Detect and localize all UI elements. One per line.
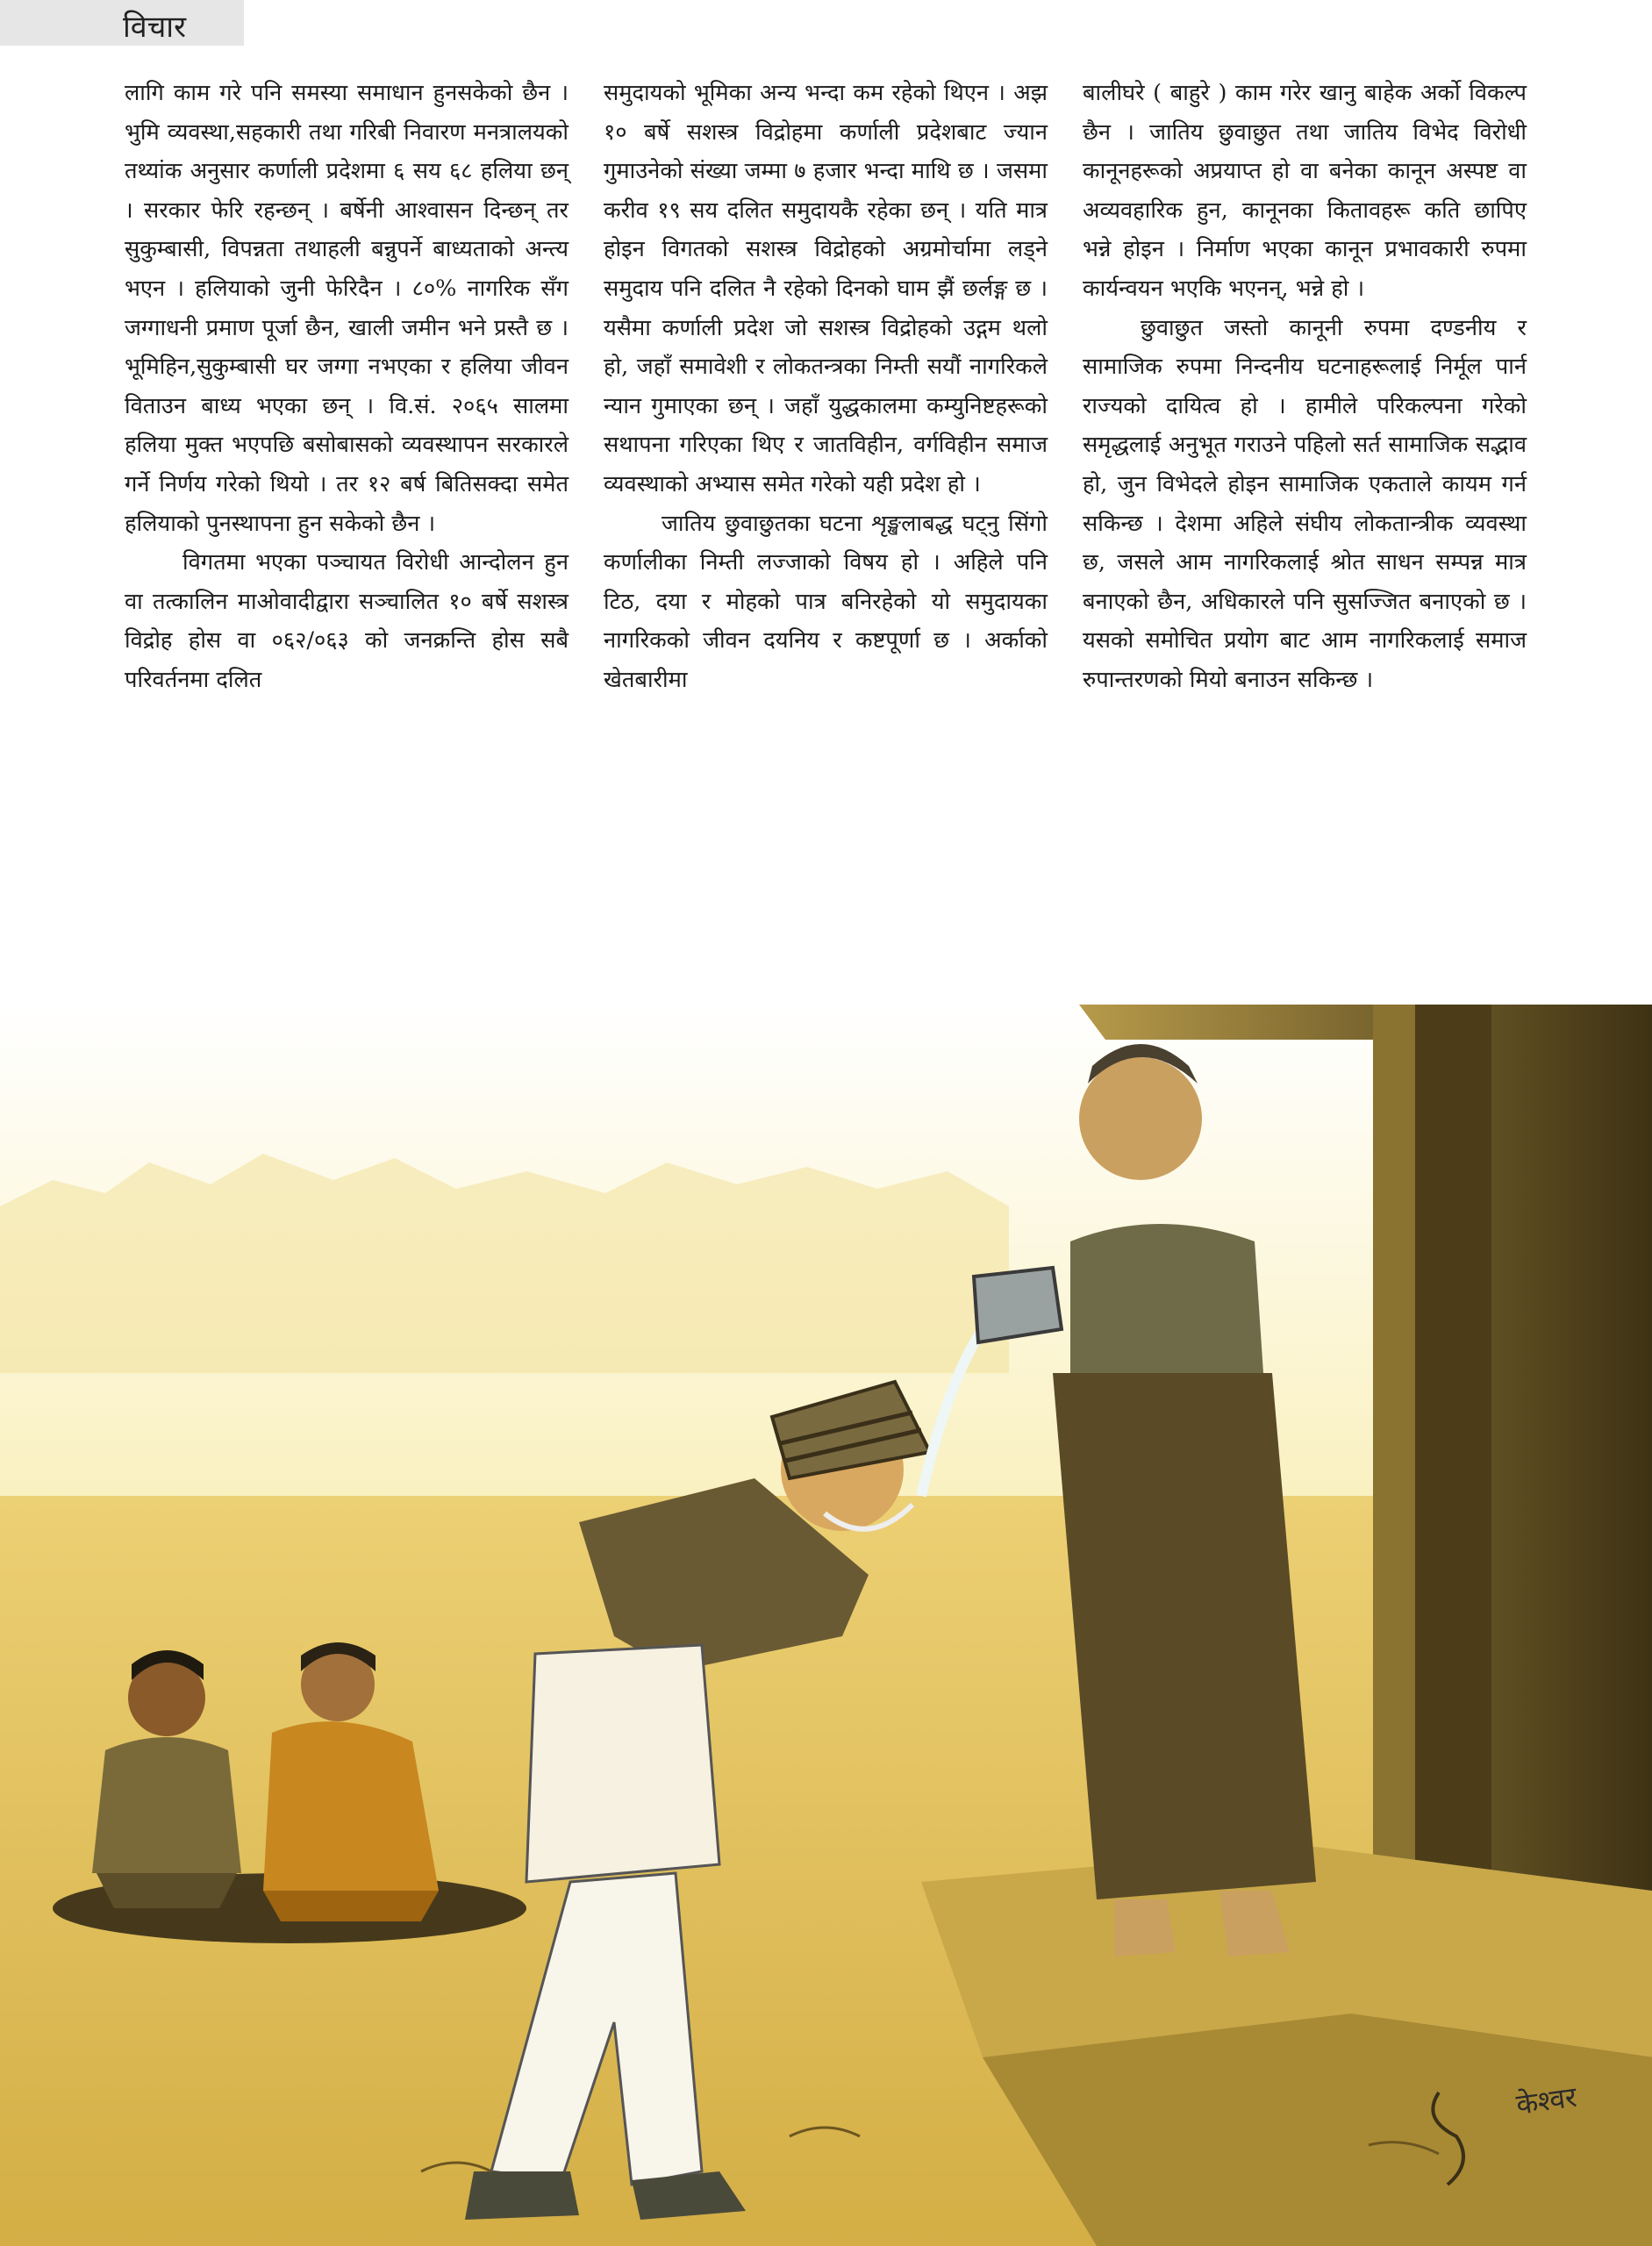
paragraph: समुदायको भूमिका अन्य भन्दा कम रहेको थिएन । अझ १० बर्षे सशस्त्र विद्रोहमा कर्णाली प्रदेशबाट ज्यान गुमाउनेको संख्या जम्मा ७ हजार भन्दा माथि छ । जसमा करीव १९ सय दलित समुदायकै रहेका छन् । यति मात्र होइन विगतको सशस्त्र विद्रोहको अग्रमोर्चामा लड्ने समुदाय पनि दलित नै रहेको दिनको घाम झैं छर्लङ्ग छ । यसैमा कर्णाली प्रदेश जो सशस्त्र विद्रोहको उद्गम थलो हो, जहाँ समावेशी र लोकतन्त्रका निम्ती सयौं नागरिकले न्यान गुमाएका छन् । जहाँ युद्धकालमा कम्युनिष्टहरूको सथापना गरिएका थिए र जातविहीन, वर्गविहीन समाज व्यवस्थाको अभ्यास समेत गरेको यही प्रदेश हो ।: [604, 80, 1048, 497]
article-column-1: [125, 74, 569, 700]
article-column-2: [604, 74, 1048, 700]
doorstep-front: [983, 2014, 1652, 2246]
paragraph: छुवाछुत जस्तो कानूनी रुपमा दण्डनीय र सामाजिक रुपमा निन्दनीय घटनाहरूलाई निर्मूल पार्न राज्यको दायित्व हो । हामीले परिकल्पना गरेको समृद्धलाई अनुभूत गराउने पहिलो सर्त सामाजिक सद्भाव हो, जुन विभेदले होइन सामाजिक एकताले कायम गर्न सकिन्छ । देशमा अहिले संघीय लोकतान्त्रीक व्यवस्था छ, जसले आम नागरिकलाई श्रोत साधन सम्पन्न मात्र बनाएको छैन, अधिकारले पनि सुसज्जित बनाएको छ । यसको समोचित प्रयोग बाट आम नागरिकलाई समाज रुपान्तरणको मियो बनाउन सकिन्छ ।: [1083, 314, 1527, 693]
distant-village: [0, 1154, 1009, 1373]
article-column-3: [1083, 74, 1527, 700]
door-post: [1373, 1005, 1415, 1882]
section-label-text: विचार: [123, 10, 187, 45]
paragraph: जातिय छुवाछुतका घटना शृङ्खलाबद्ध घट्नु सिंगो कर्णालीका निम्ती लज्जाको विषय हो । अहिले पनि टिठ, दया र मोहको पात्र बनिरहेको यो समुदायका नागरिकको जीवन दयनिय र कष्टपूर्णा छ । अर्काको खेतबारीमा: [604, 510, 1048, 693]
paragraph: विगतमा भएका पञ्चायत विरोधी आन्दोलन हुन वा तत्कालिन माओवादीद्वारा सञ्चालित १० बर्षे सशस्त्र विद्रोह होस वा ०६२/०६३ को जनक्रन्ति होस सबै परिवर्तनमा दलित: [125, 549, 569, 693]
artist-signature: केश्वर: [1513, 2079, 1579, 2121]
paragraph: लागि काम गरे पनि समस्या समाधान हुनसकेको छैन । भुमि व्यवस्था,सहकारी तथा गरिबी निवारण मनत्रालयको तथ्यांक अनुसार कर्णाली प्रदेशमा ६ सय ६८ हलिया छन् । सरकार फेरि रहन्छन् । बर्षेनी आश्वासन दिन्छन् तर सुकुम्बासी, विपन्नता तथाहली बन्नुपर्ने बाध्यताको अन्त्य भएन । हलियाको जुनी फेरिदैन । ८०% नागरिक सँग जग्गाधनी प्रमाण पूर्जा छैन, खाली जमीन भने प्रस्तै छ । भूमिहिन,सुकुम्बासी घर जग्गा नभएका र हलिया जीवन विताउन बाध्य भएका छन् । वि.सं. २०६५ सालमा हलिया मुक्त भएपछि बसोबासको व्यवस्थापन सरकारले गर्ने निर्णय गरेको थियो । तर १२ बर्ष बितिसक्दा समेत हलियाको पुनस्थापना हुन सकेको छैन ।: [125, 80, 569, 537]
editorial-cartoon: [0, 1005, 1652, 2246]
section-label: [0, 0, 244, 46]
paragraph: बालीघरे ( बाहुरे ) काम गरेर खानु बाहेक अर्को विकल्प छैन । जातिय छुवाछुत तथा जातिय विभेद विरोधी कानूनहरूको अप्रयाप्त हो वा बनेका कानून अस्पष्ट वा अव्यवहारिक हुन, कानूनका कितावहरू कति छापिए भन्ने होइन । निर्माण भएका कानून प्रभावकारी रुपमा कार्यन्वयन भएकि भएनन्, भन्ने हो ।: [1083, 80, 1527, 302]
